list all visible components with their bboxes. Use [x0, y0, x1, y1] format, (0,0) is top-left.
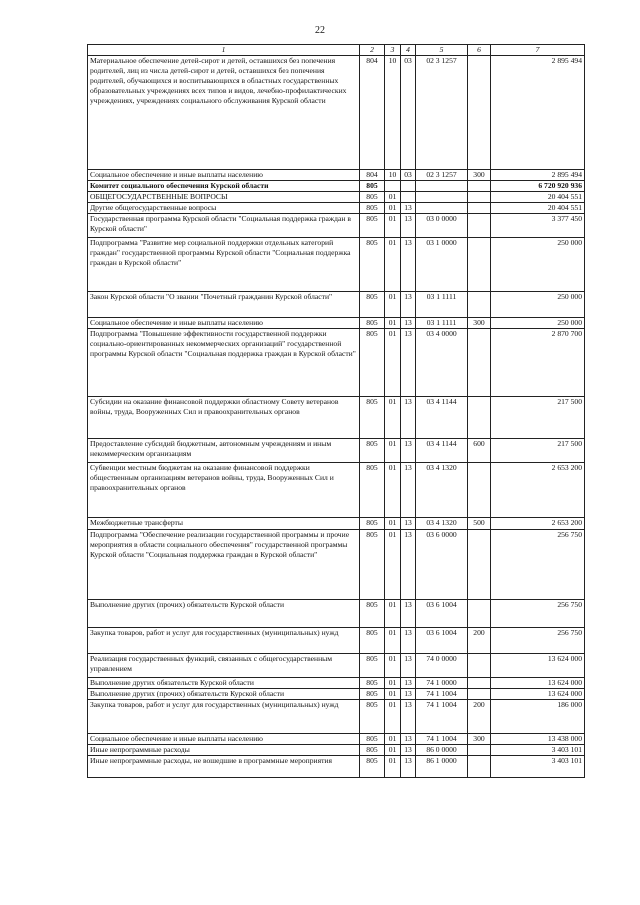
row-gr-cell: 805 — [360, 745, 385, 756]
table-row — [88, 734, 585, 745]
header-cell: 4 — [401, 45, 416, 56]
table-row — [88, 397, 585, 439]
row-pr-cell: 13 — [401, 463, 416, 518]
row-gr-cell: 805 — [360, 192, 385, 203]
row-pr-cell: 13 — [401, 439, 416, 463]
row-sum-cell: 256 750 — [491, 530, 585, 600]
row-cs-cell: 03 1 1111 — [416, 292, 468, 318]
table-row — [88, 56, 585, 170]
row-pr-cell: 13 — [401, 214, 416, 238]
row-sum-cell: 20 404 551 — [491, 203, 585, 214]
row-sum-cell: 13 624 000 — [491, 689, 585, 700]
row-cs-cell — [416, 192, 468, 203]
row-gr-cell: 805 — [360, 756, 385, 778]
row-rz-cell: 01 — [385, 756, 401, 778]
row-rz-cell: 01 — [385, 518, 401, 530]
row-vr-cell — [468, 203, 491, 214]
row-gr-cell: 805 — [360, 214, 385, 238]
row-cs-cell: 03 6 0000 — [416, 530, 468, 600]
row-cs-cell: 03 1 1111 — [416, 318, 468, 329]
row-rz-cell: 10 — [385, 170, 401, 181]
row-gr-cell: 805 — [360, 439, 385, 463]
row-pr-cell — [401, 192, 416, 203]
table-row — [88, 689, 585, 700]
row-gr-cell: 805 — [360, 292, 385, 318]
row-pr-cell: 13 — [401, 745, 416, 756]
row-rz-cell: 01 — [385, 654, 401, 678]
row-name-cell: Иные непрограммные расходы, не вошедшие в программные мероприятия — [88, 756, 360, 778]
row-vr-cell — [468, 530, 491, 600]
row-sum-cell: 217 500 — [491, 397, 585, 439]
row-cs-cell: 03 4 1144 — [416, 397, 468, 439]
table-row — [88, 463, 585, 518]
header-row — [88, 45, 585, 56]
row-cs-cell: 03 4 1144 — [416, 439, 468, 463]
row-name-cell: Межбюджетные трансферты — [88, 518, 360, 530]
table-row — [88, 238, 585, 292]
row-name-cell: Социальное обеспечение и иные выплаты населению — [88, 318, 360, 329]
row-rz-cell: 01 — [385, 463, 401, 518]
table-row — [88, 678, 585, 689]
row-sum-cell: 6 720 920 936 — [491, 181, 585, 192]
row-vr-cell — [468, 689, 491, 700]
table-row — [88, 600, 585, 628]
row-rz-cell: 01 — [385, 318, 401, 329]
table-row — [88, 329, 585, 397]
row-cs-cell: 74 1 1004 — [416, 700, 468, 734]
row-rz-cell: 01 — [385, 678, 401, 689]
row-sum-cell: 250 000 — [491, 238, 585, 292]
row-name-cell: Выполнение других (прочих) обязательств Курской области — [88, 600, 360, 628]
row-gr-cell: 805 — [360, 203, 385, 214]
table-row — [88, 318, 585, 329]
row-sum-cell: 256 750 — [491, 600, 585, 628]
row-sum-cell: 2 653 200 — [491, 463, 585, 518]
row-vr-cell — [468, 292, 491, 318]
header-cell: 7 — [491, 45, 585, 56]
row-vr-cell — [468, 600, 491, 628]
row-name-cell: Реализация государственных функций, связанных с общегосударственным управлением — [88, 654, 360, 678]
row-sum-cell: 13 438 000 — [491, 734, 585, 745]
row-vr-cell — [468, 654, 491, 678]
table-row — [88, 292, 585, 318]
row-gr-cell: 805 — [360, 689, 385, 700]
row-pr-cell: 13 — [401, 628, 416, 654]
row-cs-cell: 03 6 1004 — [416, 600, 468, 628]
row-cs-cell: 03 4 1320 — [416, 518, 468, 530]
table-row — [88, 745, 585, 756]
header-cell: 2 — [360, 45, 385, 56]
row-gr-cell: 805 — [360, 628, 385, 654]
row-name-cell: Закупка товаров, работ и услуг для государственных (муниципальных) нужд — [88, 628, 360, 654]
row-sum-cell: 2 895 494 — [491, 170, 585, 181]
row-cs-cell: 03 1 0000 — [416, 238, 468, 292]
row-vr-cell: 200 — [468, 700, 491, 734]
row-name-cell: Другие общегосударственные вопросы — [88, 203, 360, 214]
row-vr-cell — [468, 678, 491, 689]
row-pr-cell: 03 — [401, 170, 416, 181]
row-cs-cell: 86 1 0000 — [416, 756, 468, 778]
row-pr-cell: 13 — [401, 238, 416, 292]
row-vr-cell — [468, 238, 491, 292]
row-gr-cell: 805 — [360, 238, 385, 292]
row-rz-cell: 01 — [385, 192, 401, 203]
table-row — [88, 170, 585, 181]
page-number: 22 — [315, 25, 325, 36]
row-cs-cell: 03 4 1320 — [416, 463, 468, 518]
row-gr-cell: 805 — [360, 463, 385, 518]
row-pr-cell: 13 — [401, 654, 416, 678]
row-cs-cell: 03 4 0000 — [416, 329, 468, 397]
table-row — [88, 530, 585, 600]
row-sum-cell: 217 500 — [491, 439, 585, 463]
row-sum-cell: 13 624 000 — [491, 654, 585, 678]
row-name-cell: Субсидии на оказание финансовой поддержки областному Совету ветеранов войны, труда, Вооруженных Сил и правоохранительных органов — [88, 397, 360, 439]
row-gr-cell: 805 — [360, 654, 385, 678]
budget-table — [87, 44, 585, 778]
row-sum-cell: 3 377 450 — [491, 214, 585, 238]
row-rz-cell: 01 — [385, 329, 401, 397]
row-vr-cell — [468, 192, 491, 203]
row-sum-cell: 186 000 — [491, 700, 585, 734]
row-pr-cell: 13 — [401, 518, 416, 530]
row-sum-cell: 2 653 200 — [491, 518, 585, 530]
row-rz-cell: 01 — [385, 745, 401, 756]
row-vr-cell — [468, 329, 491, 397]
row-vr-cell — [468, 756, 491, 778]
row-cs-cell: 74 1 1004 — [416, 689, 468, 700]
row-name-cell: Материальное обеспечение детей-сирот и детей, оставшихся без попечения родителей, лиц из числа детей-сирот и детей, оставшихся без попечения родителей, обучающихся и воспитывающихся в областных государственных образовательных учреждениях всех типов и видов, лечебно-профилактических учреждениях, учреждениях социального обслуживания Курской области — [88, 56, 360, 170]
row-rz-cell: 01 — [385, 397, 401, 439]
row-sum-cell: 3 403 101 — [491, 756, 585, 778]
row-vr-cell — [468, 745, 491, 756]
table-row — [88, 214, 585, 238]
row-rz-cell: 01 — [385, 530, 401, 600]
row-name-cell: Подпрограмма "Повышение эффективности государственной поддержки социально-ориентированных некоммерческих организаций" государственной программы Курской области "Социальная поддержка граждан в Курской области" — [88, 329, 360, 397]
row-sum-cell: 13 624 000 — [491, 678, 585, 689]
table-row — [88, 439, 585, 463]
row-sum-cell: 3 403 101 — [491, 745, 585, 756]
row-sum-cell: 2 870 700 — [491, 329, 585, 397]
row-rz-cell: 01 — [385, 238, 401, 292]
row-pr-cell: 13 — [401, 397, 416, 439]
row-name-cell: Иные непрограммные расходы — [88, 745, 360, 756]
table-row — [88, 203, 585, 214]
row-name-cell: ОБЩЕГОСУДАРСТВЕННЫЕ ВОПРОСЫ — [88, 192, 360, 203]
row-sum-cell: 256 750 — [491, 628, 585, 654]
row-gr-cell: 805 — [360, 734, 385, 745]
row-rz-cell: 01 — [385, 439, 401, 463]
row-vr-cell: 300 — [468, 318, 491, 329]
row-gr-cell: 805 — [360, 181, 385, 192]
row-name-cell: Комитет социального обеспечения Курской области — [88, 181, 360, 192]
row-sum-cell: 250 000 — [491, 292, 585, 318]
row-pr-cell: 13 — [401, 678, 416, 689]
row-pr-cell: 13 — [401, 203, 416, 214]
table-row — [88, 654, 585, 678]
row-cs-cell: 02 3 1257 — [416, 56, 468, 170]
row-gr-cell: 805 — [360, 678, 385, 689]
row-name-cell: Выполнение других обязательств Курской области — [88, 678, 360, 689]
row-gr-cell: 805 — [360, 329, 385, 397]
row-name-cell: Закупка товаров, работ и услуг для государственных (муниципальных) нужд — [88, 700, 360, 734]
row-pr-cell: 13 — [401, 329, 416, 397]
row-pr-cell: 13 — [401, 689, 416, 700]
row-vr-cell: 500 — [468, 518, 491, 530]
row-pr-cell: 13 — [401, 700, 416, 734]
row-name-cell: Закон Курской области "О звании "Почетный гражданин Курской области" — [88, 292, 360, 318]
row-cs-cell: 86 0 0000 — [416, 745, 468, 756]
row-name-cell: Выполнение других (прочих) обязательств Курской области — [88, 689, 360, 700]
row-cs-cell: 74 1 1004 — [416, 734, 468, 745]
row-cs-cell — [416, 203, 468, 214]
row-rz-cell: 01 — [385, 628, 401, 654]
row-vr-cell — [468, 397, 491, 439]
row-rz-cell: 01 — [385, 292, 401, 318]
row-rz-cell: 01 — [385, 600, 401, 628]
row-gr-cell: 805 — [360, 397, 385, 439]
row-sum-cell: 2 895 494 — [491, 56, 585, 170]
row-vr-cell — [468, 214, 491, 238]
row-cs-cell: 03 0 0000 — [416, 214, 468, 238]
row-gr-cell: 805 — [360, 318, 385, 329]
header-cell: 6 — [468, 45, 491, 56]
row-rz-cell: 10 — [385, 56, 401, 170]
row-pr-cell: 13 — [401, 600, 416, 628]
row-vr-cell — [468, 181, 491, 192]
row-vr-cell: 600 — [468, 439, 491, 463]
row-vr-cell — [468, 56, 491, 170]
row-pr-cell: 13 — [401, 530, 416, 600]
row-pr-cell: 13 — [401, 734, 416, 745]
row-rz-cell: 01 — [385, 689, 401, 700]
table-row — [88, 756, 585, 778]
row-gr-cell: 805 — [360, 700, 385, 734]
row-rz-cell: 01 — [385, 734, 401, 745]
row-cs-cell: 74 0 0000 — [416, 654, 468, 678]
row-gr-cell: 805 — [360, 600, 385, 628]
row-rz-cell — [385, 181, 401, 192]
row-pr-cell — [401, 181, 416, 192]
row-gr-cell: 804 — [360, 170, 385, 181]
row-gr-cell: 805 — [360, 530, 385, 600]
row-name-cell: Социальное обеспечение и иные выплаты населению — [88, 170, 360, 181]
row-vr-cell: 200 — [468, 628, 491, 654]
table-body — [88, 56, 585, 778]
row-pr-cell: 03 — [401, 56, 416, 170]
table-row — [88, 192, 585, 203]
header-cell: 5 — [416, 45, 468, 56]
row-pr-cell: 13 — [401, 292, 416, 318]
header-cell: 1 — [88, 45, 360, 56]
row-sum-cell: 250 000 — [491, 318, 585, 329]
header-cell: 3 — [385, 45, 401, 56]
table-row — [88, 700, 585, 734]
row-name-cell: Государственная программа Курской области "Социальная поддержка граждан в Курской области" — [88, 214, 360, 238]
row-rz-cell: 01 — [385, 700, 401, 734]
row-rz-cell: 01 — [385, 214, 401, 238]
row-gr-cell: 804 — [360, 56, 385, 170]
row-cs-cell: 74 1 0000 — [416, 678, 468, 689]
table-row — [88, 518, 585, 530]
row-name-cell: Подпрограмма "Развитие мер социальной поддержки отдельных категорий граждан" государственной программы Курской области "Социальная поддержка граждан в Курской области" — [88, 238, 360, 292]
row-pr-cell: 13 — [401, 756, 416, 778]
row-name-cell: Предоставление субсидий бюджетным, автономным учреждениям и иным некоммерческим организациям — [88, 439, 360, 463]
row-name-cell: Подпрограмма "Обеспечение реализации государственной программы и прочие мероприятия в области социального обеспечения" государственной программы Курской области "Социальная поддержка граждан в Курской области" — [88, 530, 360, 600]
row-rz-cell: 01 — [385, 203, 401, 214]
row-vr-cell: 300 — [468, 734, 491, 745]
row-vr-cell: 300 — [468, 170, 491, 181]
row-pr-cell: 13 — [401, 318, 416, 329]
row-vr-cell — [468, 463, 491, 518]
row-cs-cell: 03 6 1004 — [416, 628, 468, 654]
table-row — [88, 628, 585, 654]
row-name-cell: Социальное обеспечение и иные выплаты населению — [88, 734, 360, 745]
row-name-cell: Субвенции местным бюджетам на оказание финансовой поддержки общественным организациям ветеранов войны, труда, Вооруженных Сил и правоохранительных органов — [88, 463, 360, 518]
row-cs-cell: 02 3 1257 — [416, 170, 468, 181]
row-cs-cell — [416, 181, 468, 192]
row-gr-cell: 805 — [360, 518, 385, 530]
row-sum-cell: 20 404 551 — [491, 192, 585, 203]
table-row — [88, 181, 585, 192]
